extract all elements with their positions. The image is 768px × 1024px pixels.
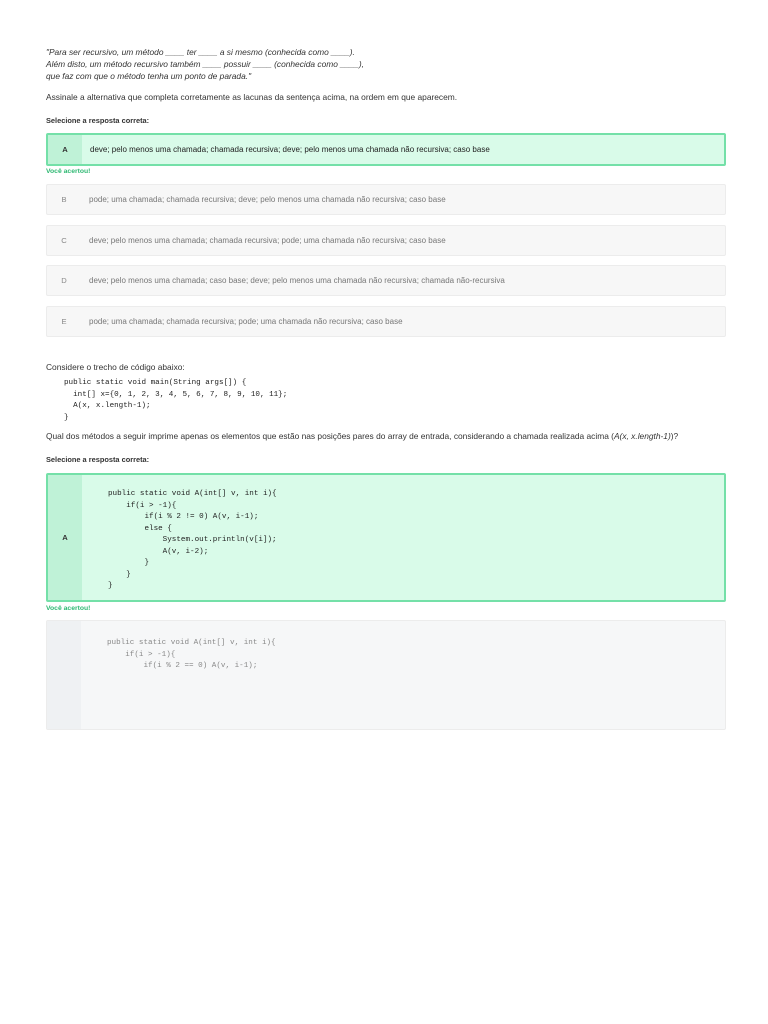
option-text: deve; pelo menos uma chamada; chamada recursiva; deve; pelo menos uma chamada não recursiva; caso base: [90, 145, 490, 154]
correct-feedback: Você acertou!: [46, 168, 91, 175]
answer-option-b-clip: [46, 620, 726, 670]
question-call: A(x, x.length-1): [613, 431, 671, 441]
question-text-before: Qual dos métodos a seguir imprime apenas os elementos que estão nas posições pares do array de entrada, considerando a chamada realizada acima (: [46, 431, 614, 441]
answer-option-e[interactable]: [46, 306, 726, 337]
option-letter: A: [48, 135, 82, 164]
answer-option-a[interactable]: [46, 133, 726, 166]
statement-line: "Para ser recursivo, um método ____ ter ____ a si mesmo (conhecida como ____).: [46, 47, 355, 57]
option-text: deve; pelo menos uma chamada; caso base; deve; pelo menos uma chamada não recursiva; chamada não-recursiva: [89, 276, 505, 285]
answer-option-d[interactable]: [46, 265, 726, 296]
option-code: public static void A(int[] v, int i){ if(i > -1){ if(i % 2 == 0) A(v, i-1);: [107, 639, 276, 670]
option-text: pode; uma chamada; chamada recursiva; pode; uma chamada não recursiva; caso base: [89, 317, 403, 326]
select-answer-label: Selecione a resposta correta:: [46, 116, 150, 125]
question-2-intro: Considere o trecho de código abaixo:: [46, 362, 185, 372]
answer-option-b[interactable]: [46, 184, 726, 215]
answer-option-c[interactable]: [46, 225, 726, 256]
option-letter: B: [61, 195, 67, 204]
statement-line: que faz com que o método tenha um ponto de parada.": [46, 71, 252, 81]
statement-line: Além disto, um método recursivo também ____ possuir ____ (conhecida como ____),: [46, 59, 364, 69]
code-snippet: public static void main(String args[]) { int[] x={0, 1, 2, 3, 4, 5, 6, 7, 8, 9, 10, 11}; A(x, x.length-1); }: [64, 379, 288, 422]
option-text: pode; uma chamada; chamada recursiva; deve; pelo menos uma chamada não recursiva; caso base: [89, 195, 446, 204]
option-letter: [47, 621, 81, 729]
option-letter: A: [48, 475, 82, 600]
option-code: public static void A(int[] v, int i){ if(i > -1){ if(i % 2 != 0) A(v, i-1); else { System.out.println(v[i]); A(v, i-2); } } }: [108, 490, 277, 590]
question-1-instruction: Assinale a alternativa que completa corretamente as lacunas da sentença acima, na ordem em que aparecem.: [46, 92, 458, 102]
question-1-statement: [46, 46, 726, 82]
option-letter: E: [61, 317, 67, 326]
question-2-text: [46, 431, 726, 441]
option-letter: D: [61, 276, 67, 285]
question-text-after: )?: [670, 431, 679, 441]
correct-feedback: Você acertou!: [46, 605, 91, 612]
answer-option-b[interactable]: [46, 620, 726, 730]
option-text: deve; pelo menos uma chamada; chamada recursiva; pode; uma chamada não recursiva; caso base: [89, 236, 446, 245]
answer-option-a[interactable]: [46, 473, 726, 602]
option-letter: C: [61, 236, 67, 245]
select-answer-label: Selecione a resposta correta:: [46, 455, 150, 464]
